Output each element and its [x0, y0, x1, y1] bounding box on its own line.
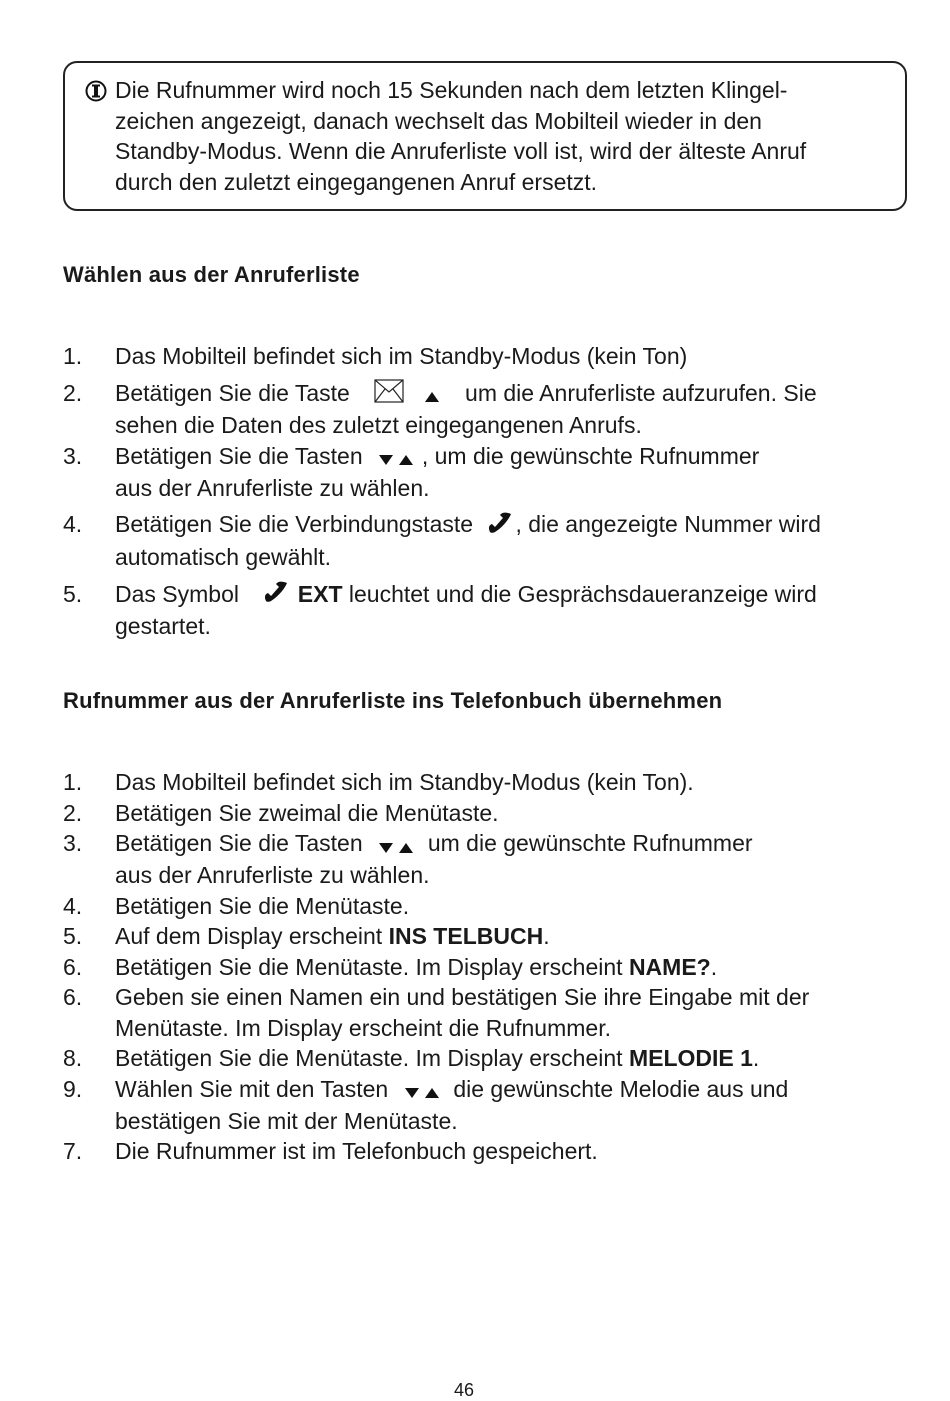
page-number: 46 [453, 1380, 475, 1400]
item-text: Betätigen Sie die Tasten [115, 442, 363, 469]
info-icon [85, 79, 107, 101]
list-item [63, 828, 913, 891]
item-text: . [710, 953, 718, 980]
display-text: INS TELBUCH [388, 923, 544, 950]
section1-list [63, 341, 913, 642]
item-text-line2: Menütaste. Im Display erscheint die Rufnummer. [115, 1014, 611, 1041]
item-number: 1. [63, 343, 83, 369]
item-number: 5. [63, 580, 83, 607]
list-item [63, 341, 913, 372]
ext-label: EXT [297, 580, 343, 607]
section1-heading: Wählen aus der Anruferliste [63, 262, 360, 287]
list-item [63, 767, 913, 798]
item-text: Betätigen Sie die Tasten [115, 830, 363, 856]
list-item [63, 441, 913, 504]
item-number: 6. [63, 953, 83, 980]
info-note-box [63, 61, 907, 211]
item-number: 3. [63, 442, 83, 469]
item-text: Wählen Sie mit den Tasten [115, 1075, 389, 1102]
phone-handset-icon [263, 580, 291, 612]
item-number: 3. [63, 830, 83, 856]
list-item [63, 1136, 913, 1167]
item-text: Das Mobilteil befindet sich im Standby-Modus (kein Ton) [115, 343, 688, 369]
list-item [63, 921, 913, 952]
item-text-line2: sehen die Daten des zuletzt eingegangenen Anrufs. [115, 412, 642, 439]
item-number: 5. [63, 923, 83, 950]
item-text-line2: gestartet. [115, 613, 211, 640]
item-text: um die Anruferliste aufzurufen. Sie [465, 379, 817, 406]
item-text: Betätigen Sie die Menütaste. Im Display erscheint [115, 1045, 623, 1072]
arrow-up-icon [425, 379, 439, 410]
item-number: 4. [63, 892, 83, 919]
item-number: 7. [63, 1138, 83, 1165]
list-item [63, 952, 913, 983]
item-text: Betätigen Sie die Taste [115, 379, 350, 406]
phone-handset-icon [487, 511, 515, 543]
arrow-up-icon [399, 830, 413, 861]
item-number: 6. [63, 984, 83, 1011]
arrow-up-icon [399, 442, 413, 473]
note-line: Standby-Modus. Wenn die Anruferliste voll ist, wird der älteste Anruf [115, 138, 807, 164]
envelope-icon [374, 379, 404, 411]
item-text: . [543, 923, 550, 950]
item-text: Betätigen Sie die Menütaste. [115, 892, 410, 919]
item-number: 8. [63, 1045, 83, 1072]
item-text: . [752, 1045, 760, 1072]
item-number: 2. [63, 799, 83, 826]
item-number: 1. [63, 769, 83, 795]
item-text: , um die gewünschte Rufnummer [421, 442, 760, 469]
item-text-line2: bestätigen Sie mit der Menütaste. [115, 1107, 458, 1134]
item-text-line2: aus der Anruferliste zu wählen. [115, 862, 430, 889]
item-text: Betätigen Sie zweimal die Menütaste. [115, 799, 499, 826]
list-item [63, 982, 913, 1043]
list-item [63, 378, 913, 441]
note-text [115, 75, 895, 197]
item-number: 4. [63, 511, 83, 538]
item-text-line2: aus der Anruferliste zu wählen. [115, 474, 430, 501]
item-text: , die angezeigte Nummer wird [515, 511, 821, 538]
note-line: zeichen angezeigt, danach wechselt das Mobilteil wieder in den [115, 107, 762, 134]
list-item [63, 891, 913, 922]
section2-heading: Rufnummer aus der Anruferliste ins Telefonbuch übernehmen [63, 688, 723, 713]
item-text: Die Rufnummer ist im Telefonbuch gespeichert. [115, 1138, 598, 1165]
item-text: um die gewünschte Rufnummer [427, 830, 753, 856]
note-line: Die Rufnummer wird noch 15 Sekunden nach dem letzten Klingel- [115, 77, 788, 103]
item-text: Das Mobilteil befindet sich im Standby-Modus (kein Ton). [115, 769, 694, 795]
item-number: 2. [63, 379, 83, 406]
display-text: MELODIE 1 [628, 1045, 753, 1072]
note-line: durch den zuletzt eingegangenen Anruf ersetzt. [115, 168, 598, 195]
item-text: die gewünschte Melodie aus und [453, 1075, 789, 1102]
list-item [63, 798, 913, 829]
item-text: Betätigen Sie die Verbindungstaste [115, 511, 474, 538]
list-item [63, 509, 913, 572]
item-text: leuchtet und die Gesprächsdaueranzeige wird [348, 580, 817, 607]
arrow-down-icon [379, 442, 393, 473]
item-text: Betätigen Sie die Menütaste. Im Display erscheint [115, 953, 623, 980]
item-text: Das Symbol [115, 580, 239, 607]
arrow-down-icon [405, 1075, 419, 1106]
list-item [63, 1074, 913, 1137]
item-number: 9. [63, 1075, 83, 1102]
list-item [63, 1043, 913, 1074]
arrow-down-icon [379, 830, 393, 861]
item-text-line2: automatisch gewählt. [115, 544, 332, 571]
section2-list [63, 767, 913, 1167]
item-text: Geben sie einen Namen ein und bestätigen Sie ihre Eingabe mit der [115, 984, 810, 1011]
arrow-up-icon [425, 1075, 439, 1106]
list-item [63, 579, 913, 642]
display-text: NAME? [628, 953, 711, 980]
item-text: Auf dem Display erscheint [115, 923, 383, 950]
